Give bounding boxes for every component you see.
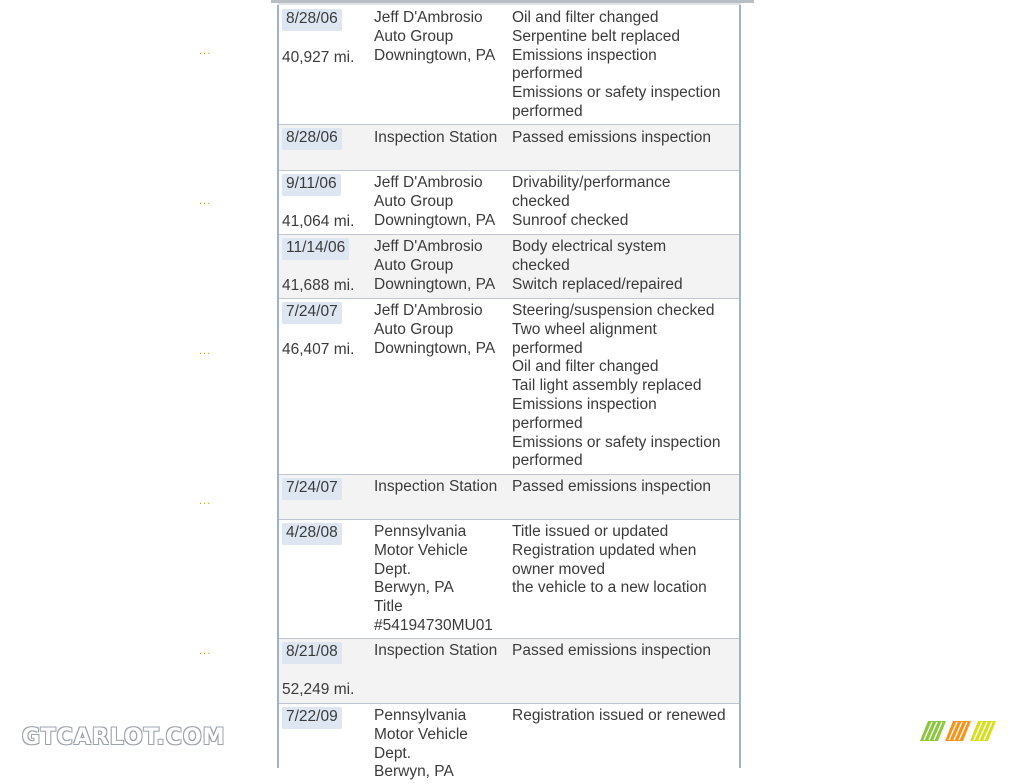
comments-cell: Title issued or updated Registration updated when owner moved the vehicle to a new location (512, 523, 707, 597)
mileage: 52,249 mi. (282, 681, 355, 698)
table-row (279, 171, 739, 235)
source-cell: Jeff D'Ambrosio Auto Group Downingtown, PA (374, 302, 496, 357)
service-history-table (277, 5, 741, 781)
comments-cell: Passed emissions inspection (512, 642, 712, 659)
table-row (279, 639, 739, 704)
date-badge: 8/28/06 (282, 9, 342, 31)
source-cell: Pennsylvania Motor Vehicle Dept. Berwyn, PA (374, 707, 468, 781)
source-cell: Inspection Station (374, 642, 498, 659)
source-cell: Inspection Station (374, 129, 498, 146)
mileage: 46,407 mi. (282, 341, 355, 358)
mileage: 41,064 mi. (282, 213, 355, 230)
date-badge: 7/24/07 (282, 478, 342, 500)
table-row (279, 475, 739, 520)
comments-cell: Steering/suspension checked Two wheel alignment performed Oil and filter changed Tail light assembly replaced Emissions inspection performed Emissions or safety inspection performed (512, 302, 721, 470)
table-row (279, 299, 739, 475)
date-badge: 11/14/06 (282, 238, 349, 260)
side-marker: ... (199, 495, 212, 507)
table-row (279, 704, 739, 784)
comments-cell: Passed emissions inspection (512, 478, 712, 495)
comments-cell: Passed emissions inspection (512, 129, 712, 146)
source-cell: Inspection Station (374, 478, 498, 495)
watermark: GTCARLOT.COM (22, 725, 226, 750)
comments-cell: Drivability/performance checked Sunroof checked (512, 174, 671, 229)
table-row (279, 5, 739, 125)
mileage: 41,688 mi. (282, 277, 355, 294)
date-badge: 8/21/08 (282, 642, 342, 664)
date-badge: 8/28/06 (282, 128, 342, 150)
mileage: 40,927 mi. (282, 49, 355, 66)
source-cell: Jeff D'Ambrosio Auto Group Downingtown, PA (374, 238, 496, 293)
table-row (279, 520, 739, 639)
source-cell: Pennsylvania Motor Vehicle Dept. Berwyn, PA Title #54194730MU01 (374, 523, 493, 634)
comments-cell: Body electrical system checked Switch replaced/repaired (512, 238, 683, 293)
comments-cell: Registration issued or renewed (512, 707, 726, 724)
brand-logo-icon (920, 719, 1000, 743)
comments-cell: Oil and filter changed Serpentine belt replaced Emissions inspection performed Emissions or safety inspection performed (512, 9, 721, 120)
source-cell: Jeff D'Ambrosio Auto Group Downingtown, PA (374, 174, 496, 229)
source-cell: Jeff D'Ambrosio Auto Group Downingtown, PA (374, 9, 496, 64)
side-marker: ... (199, 645, 212, 657)
side-marker: ... (199, 345, 212, 357)
date-badge: 7/22/09 (282, 707, 342, 729)
date-badge: 7/24/07 (282, 302, 342, 324)
table-row (279, 235, 739, 299)
date-badge: 4/28/08 (282, 523, 342, 545)
date-badge: 9/11/06 (282, 174, 341, 196)
table-row (279, 125, 739, 171)
side-marker: ... (199, 45, 212, 57)
side-marker: ... (199, 195, 212, 207)
